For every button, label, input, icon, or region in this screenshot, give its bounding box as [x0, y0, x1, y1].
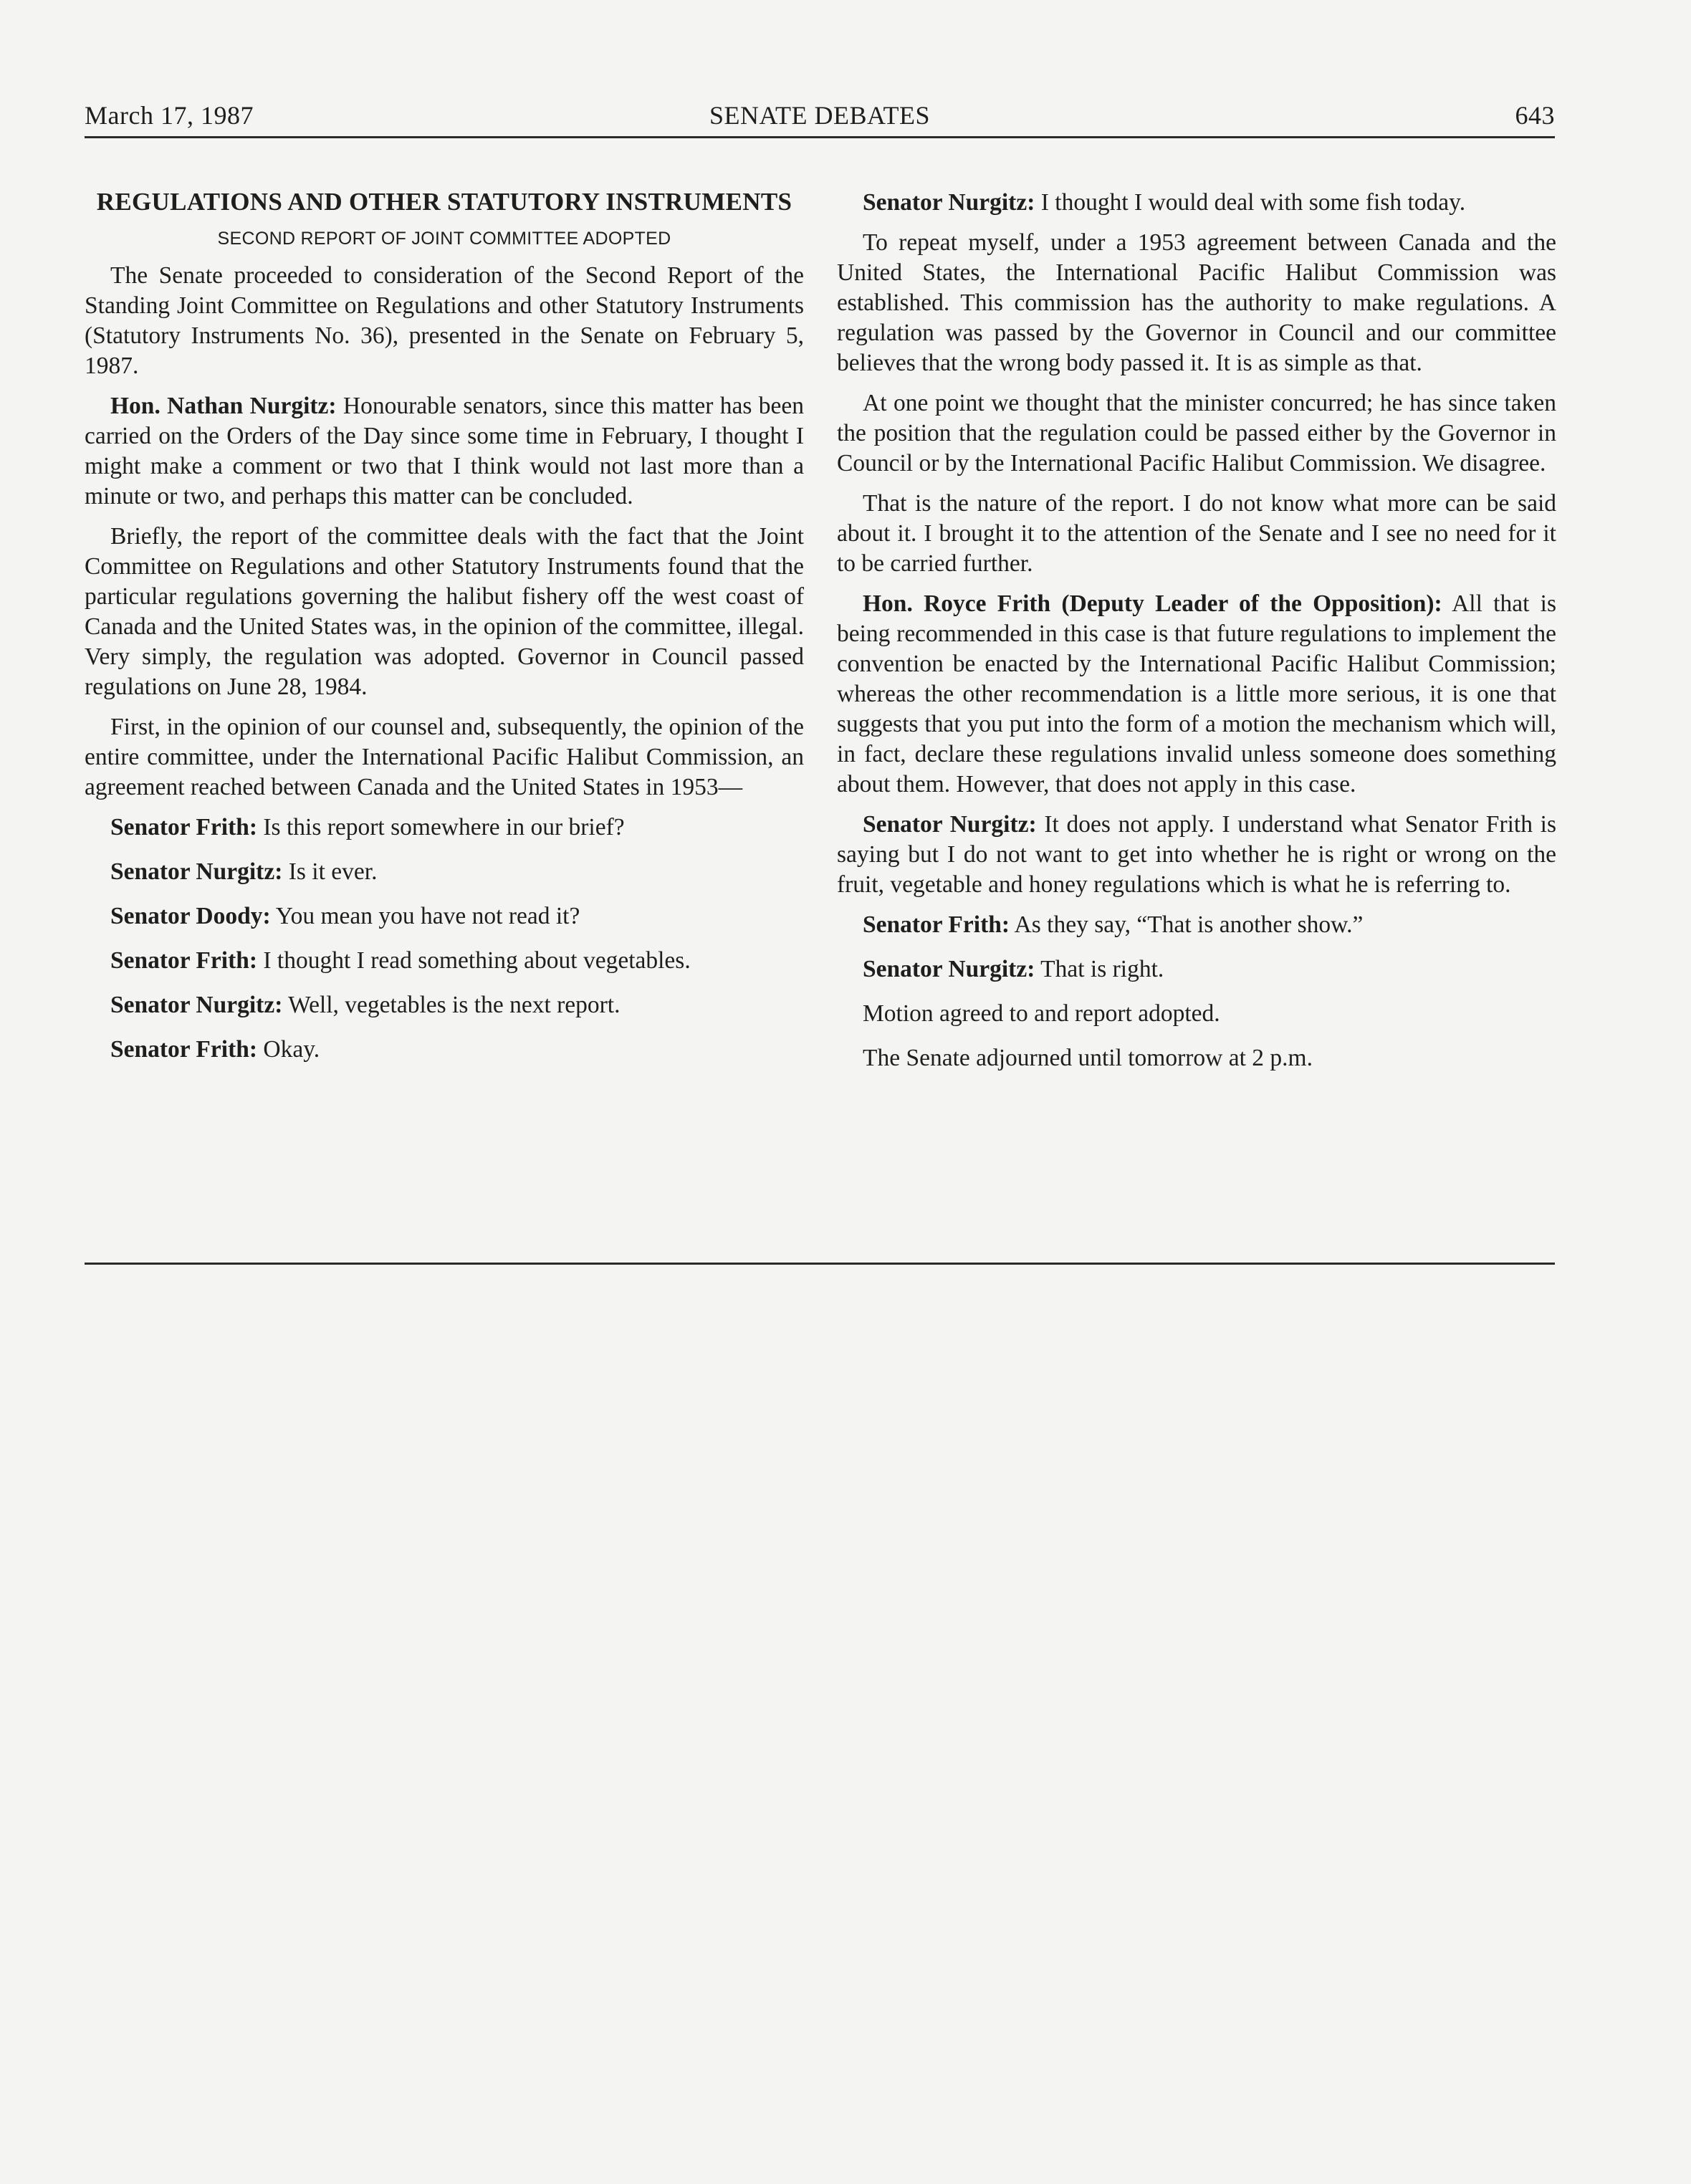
speaker-name: Senator Frith:: [863, 911, 1010, 938]
paragraph: At one point we thought that the minister concurred; he has since taken the position that the regulation could be passed either by the Governor in Council or by the International Pacific Halibut Commission. We disagree.: [837, 390, 1556, 476]
speech-text: Honourable senators, since this matter has been carried on the Orders of the Day since some time in February, I thought I might make a comment or two that I think would not last more than a minute or two, and perhaps this matter can be concluded.: [85, 393, 804, 509]
right-column: [837, 188, 1556, 1088]
paragraph: Briefly, the report of the committee deals with the fact that the Joint Committee on Regulations and other Statutory Instruments found that the particular regulations governing the halibut fishery off the west coast of Canada and the United States was, in the opinion of the committee, illegal. Very simply, the regulation was adopted. Governor in Council passed regulations on June 28, 1984.: [85, 523, 804, 700]
paragraph: [85, 813, 804, 843]
section-heading: REGULATIONS AND OTHER STATUTORY INSTRUMENTS: [96, 188, 792, 216]
paragraph: [85, 391, 804, 512]
paragraph: [85, 990, 804, 1020]
speech-text: All that is being recommended in this case is that future regulations to implement the convention be enacted by the International Pacific Halibut Commission; whereas the other recommendation is a little more serious, it is one that suggests that you put into the form of a motion the mechanism which will, in fact, declare these regulations invalid unless someone does something about them. However, that does not apply in this case.: [837, 590, 1556, 798]
page-header: [85, 100, 1555, 138]
paragraph: [85, 857, 804, 887]
paragraph: [85, 1035, 804, 1065]
paragraph: That is the nature of the report. I do not know what more can be said about it. I brought it to the attention of the Senate and I see no need for it to be carried further.: [837, 490, 1556, 577]
speaker-name: Hon. Nathan Nurgitz:: [110, 393, 337, 419]
bottom-divider: [85, 1263, 1555, 1265]
speech-text: That is right.: [1035, 956, 1164, 982]
paragraph: Motion agreed to and report adopted.: [863, 1000, 1220, 1027]
paragraph: [85, 946, 804, 976]
paragraph: [837, 589, 1556, 800]
speech-text: I thought I would deal with some fish today.: [1035, 189, 1466, 216]
speech-text: It does not apply. I understand what Senator Frith is saying but I do not want to get into whether he is right or wrong on the fruit, vegetable and honey regulations which is what he is referring to.: [837, 811, 1556, 898]
paragraph: First, in the opinion of our counsel and, subsequently, the opinion of the entire committee, under the International Pacific Halibut Commission, an agreement reached between Canada and the United States in 1953—: [85, 714, 804, 800]
speaker-name: Senator Frith:: [110, 1036, 258, 1063]
speaker-name: Senator Nurgitz:: [863, 189, 1035, 216]
speaker-name: Senator Frith:: [110, 814, 258, 840]
speaker-name: Senator Frith:: [110, 947, 258, 974]
paragraph: [837, 910, 1556, 940]
paragraph: The Senate adjourned until tomorrow at 2 p.m.: [863, 1045, 1313, 1071]
speech-text: Okay.: [257, 1036, 320, 1063]
paragraph: To repeat myself, under a 1953 agreement between Canada and the United States, the International Pacific Halibut Commission was established. This commission has the authority to make regulations. A regulation was passed by the Governor in Council and our committee believes that the wrong body passed it. It is as simple as that.: [837, 229, 1556, 376]
speech-text: As they say, “That is another show.”: [1010, 911, 1364, 938]
paragraph: [85, 901, 804, 931]
speaker-name: Senator Doody:: [110, 903, 271, 929]
speech-text: Is it ever.: [282, 858, 378, 885]
speech-text: Well, vegetables is the next report.: [282, 992, 621, 1018]
header-title: SENATE DEBATES: [709, 101, 930, 130]
speaker-name: Hon. Royce Frith (Deputy Leader of the Opposition):: [863, 590, 1442, 617]
speaker-name: Senator Nurgitz:: [863, 811, 1037, 838]
speaker-name: Senator Nurgitz:: [110, 992, 283, 1018]
speech-text: You mean you have not read it?: [270, 903, 580, 929]
speaker-name: Senator Nurgitz:: [110, 858, 283, 885]
section-subheading: SECOND REPORT OF JOINT COMMITTEE ADOPTED: [217, 229, 671, 249]
speech-text: Is this report somewhere in our brief?: [257, 814, 625, 840]
speech-text: I thought I read something about vegetables.: [257, 947, 691, 974]
left-column: [85, 188, 804, 1079]
paragraph: [837, 188, 1556, 218]
speaker-name: Senator Nurgitz:: [863, 956, 1035, 982]
header-date: March 17, 1987: [85, 101, 254, 130]
header-page-number: 643: [1515, 101, 1555, 130]
paragraph: The Senate proceeded to consideration of the Second Report of the Standing Joint Committee on Regulations and other Statutory Instruments (Statutory Instruments No. 36), presented in the Senate on February 5, 1987.: [85, 262, 804, 379]
paragraph: [837, 954, 1556, 985]
paragraph: [837, 810, 1556, 900]
